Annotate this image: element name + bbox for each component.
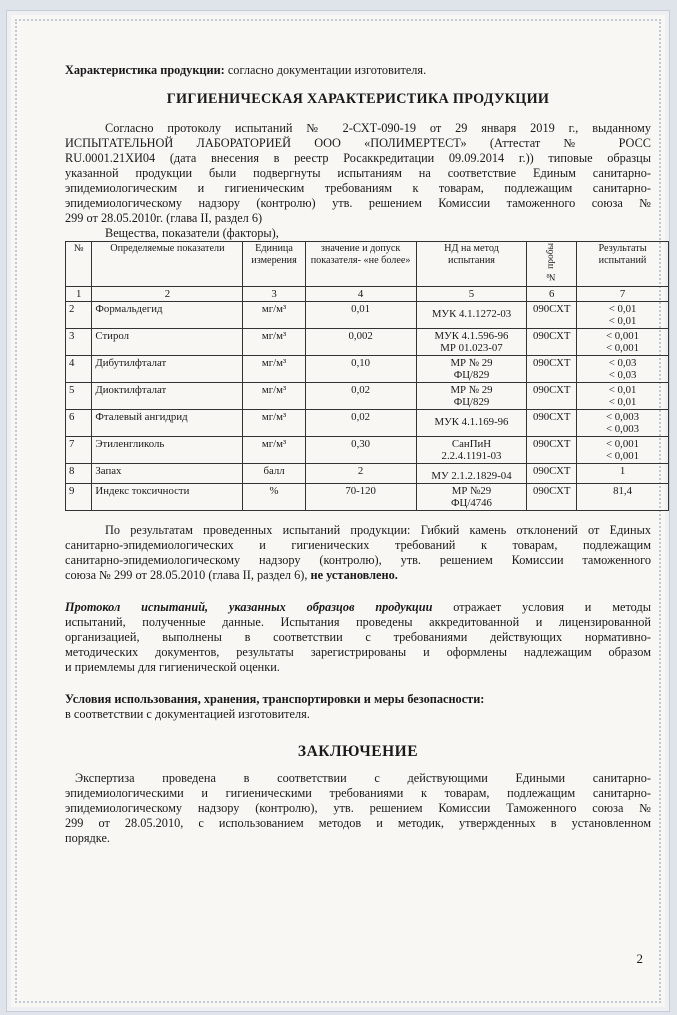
conclusion-title: ЗАКЛЮЧЕНИЕ bbox=[297, 742, 419, 760]
row-number: 2 bbox=[66, 301, 92, 328]
row-method: МУ 2.1.2.1829-04 bbox=[416, 463, 527, 483]
table-header-row bbox=[66, 242, 669, 287]
row-sample: 090СХТ bbox=[527, 483, 577, 510]
row-limit: 70-120 bbox=[305, 483, 416, 510]
row-method: МУК 4.1.169-96 bbox=[416, 409, 527, 436]
table-row bbox=[66, 483, 669, 510]
table-caption: Вещества, показатели (факторы), bbox=[105, 226, 279, 240]
protocol-line: испытаний, полученные данные. Испытания проведены аккредитованной и лицензированной bbox=[65, 614, 651, 629]
row-unit: мг/м³ bbox=[243, 328, 305, 355]
result-conclusion: не установлено. bbox=[310, 567, 398, 582]
header-indicator: Определяемые показатели bbox=[92, 242, 243, 287]
result-last-plain: союза № 299 от 28.05.2010 (глава II, раздел 6), bbox=[65, 567, 311, 582]
row-number: 9 bbox=[66, 483, 92, 510]
row-method: МУК 4.1.1272-03 bbox=[416, 301, 527, 328]
col-number: 2 bbox=[92, 286, 243, 301]
protocol-bold: Протокол испытаний, указанных образцов продукции bbox=[65, 599, 433, 614]
protocol-line: организацией, выполнены в соответствии с требованиями действующих нормативно- bbox=[65, 629, 651, 644]
conclusion-line-last: порядке. bbox=[65, 830, 110, 845]
row-result: < 0,01 < 0,01 bbox=[577, 301, 669, 328]
row-unit: мг/м³ bbox=[243, 409, 305, 436]
row-limit: 0,10 bbox=[305, 355, 416, 382]
row-limit: 0,30 bbox=[305, 436, 416, 463]
row-method: МР №29 ФЦ/4746 bbox=[416, 483, 527, 510]
row-indicator: Формальдегид bbox=[92, 301, 243, 328]
row-unit: % bbox=[243, 483, 305, 510]
page-number: 2 bbox=[636, 951, 643, 966]
row-method: МР № 29 ФЦ/829 bbox=[416, 355, 527, 382]
row-number: 3 bbox=[66, 328, 92, 355]
row-result: < 0,003 < 0,003 bbox=[577, 409, 669, 436]
row-sample: 090СХТ bbox=[527, 463, 577, 483]
row-number: 6 bbox=[66, 409, 92, 436]
row-result: < 0,03 < 0,03 bbox=[577, 355, 669, 382]
row-result: < 0,01 < 0,01 bbox=[577, 382, 669, 409]
row-result: < 0,001 < 0,001 bbox=[577, 436, 669, 463]
header-result: Результаты испытаний bbox=[577, 242, 669, 287]
column-number-row bbox=[66, 286, 669, 301]
result-line: По результатам проведенных испытаний продукции: Гибкий камень отклонений от Единых bbox=[105, 522, 651, 537]
col-number: 4 bbox=[305, 286, 416, 301]
row-sample: 090СХТ bbox=[527, 355, 577, 382]
row-limit: 0,002 bbox=[305, 328, 416, 355]
row-result: < 0,001 < 0,001 bbox=[577, 328, 669, 355]
table-row bbox=[66, 436, 669, 463]
row-indicator: Этиленгликоль bbox=[92, 436, 243, 463]
row-limit: 0,02 bbox=[305, 409, 416, 436]
col-number: 3 bbox=[243, 286, 305, 301]
result-line: санитарно-эпидемиологическому надзору (контролю), утв. решением Комиссии таможенного bbox=[65, 552, 651, 567]
conclusion-line: Экспертиза проведена в соответствии с действующими Едиными санитарно- bbox=[75, 770, 651, 785]
table-row bbox=[66, 409, 669, 436]
row-indicator: Диоктилфталат bbox=[92, 382, 243, 409]
row-sample: 090СХТ bbox=[527, 382, 577, 409]
col-number: 1 bbox=[66, 286, 92, 301]
product-characteristic-value: согласно документации изготовителя. bbox=[224, 63, 427, 77]
conclusion-line: эпидемиологическому надзору (контролю), утв. решением Комиссии Таможенного союза № bbox=[65, 800, 651, 815]
document-page bbox=[6, 10, 670, 1012]
row-method: МР № 29 ФЦ/829 bbox=[416, 382, 527, 409]
intro-line: указанной продукции были подвергнуты испытаниям на соответствие Единым санитарно- bbox=[65, 166, 651, 180]
intro-line: ИСПЫТАТЕЛЬНОЙ ЛАБОРАТОРИЕЙ ООО «ПОЛИМЕРТЕСТ» (Аттестат № РОСС bbox=[65, 136, 651, 150]
intro-line: эпидемиологическому надзору (контролю) утв. решением Комиссии таможенного союза № bbox=[65, 196, 651, 210]
row-limit: 0,01 bbox=[305, 301, 416, 328]
intro-paragraph bbox=[65, 121, 651, 241]
result-line-last bbox=[65, 568, 651, 583]
row-result: 81,4 bbox=[577, 483, 669, 510]
col-number: 7 bbox=[577, 286, 669, 301]
protocol-first-line bbox=[65, 600, 651, 615]
table-row bbox=[66, 463, 669, 483]
row-unit: мг/м³ bbox=[243, 355, 305, 382]
protocol-paragraph bbox=[65, 600, 651, 675]
row-sample: 090СХТ bbox=[527, 301, 577, 328]
row-indicator: Запах bbox=[92, 463, 243, 483]
results-table bbox=[65, 241, 669, 511]
row-method: СанПиН 2.2.4.1191-03 bbox=[416, 436, 527, 463]
row-number: 8 bbox=[66, 463, 92, 483]
result-paragraph bbox=[65, 523, 651, 583]
conditions-section bbox=[65, 692, 651, 722]
table-row bbox=[66, 382, 669, 409]
product-characteristic-label: Характеристика продукции: bbox=[65, 63, 225, 77]
row-sample: 090СХТ bbox=[527, 328, 577, 355]
row-unit: мг/м³ bbox=[243, 301, 305, 328]
conclusion-paragraph bbox=[65, 771, 651, 846]
row-limit: 0,02 bbox=[305, 382, 416, 409]
row-number: 5 bbox=[66, 382, 92, 409]
intro-line: эпидемиологическим и гигиеническим требованиям к товарам, подлежащим санитарно- bbox=[65, 181, 651, 195]
header-sample bbox=[527, 242, 577, 287]
header-unit: Единица измерения bbox=[243, 242, 305, 287]
conclusion-line: эпидемиологическими и гигиеническими требованиями к товарам, подлежащим санитарно- bbox=[65, 785, 651, 800]
row-limit: 2 bbox=[305, 463, 416, 483]
row-indicator: Фталевый ангидрид bbox=[92, 409, 243, 436]
row-indicator: Индекс токсичности bbox=[92, 483, 243, 510]
row-unit: балл bbox=[243, 463, 305, 483]
row-number: 4 bbox=[66, 355, 92, 382]
result-line: санитарно-эпидемиологических и гигиенических требований к товарам, подлежащим bbox=[65, 537, 651, 552]
intro-line: RU.0001.21ХИ04 (дата внесения в реестр Росаккредитации 09.09.2014 г.)) типовые образцы bbox=[65, 151, 651, 165]
row-indicator: Дибутилфталат bbox=[92, 355, 243, 382]
protocol-line-last: и приемлемы для гигиенической оценки. bbox=[65, 659, 280, 674]
hygienic-title: ГИГИЕНИЧЕСКАЯ ХАРАКТЕРИСТИКА ПРОДУКЦИИ bbox=[166, 91, 550, 107]
row-indicator: Стирол bbox=[92, 328, 243, 355]
header-method: НД на метод испытания bbox=[416, 242, 527, 287]
row-sample: 090СХТ bbox=[527, 409, 577, 436]
conditions-title: Условия использования, хранения, транспортировки и меры безопасности: bbox=[65, 691, 485, 706]
conclusion-line: 299 от 28.05.2010, с использованием методов и методик, утвержденных в установленном bbox=[65, 815, 651, 830]
row-number: 7 bbox=[66, 436, 92, 463]
col-number: 6 bbox=[527, 286, 577, 301]
row-sample: 090СХТ bbox=[527, 436, 577, 463]
document-content bbox=[65, 63, 651, 846]
row-method: МУК 4.1.596-96 МР 01.023-07 bbox=[416, 328, 527, 355]
header-sample-text: № пробы bbox=[546, 243, 556, 282]
table-row bbox=[66, 328, 669, 355]
table-row bbox=[66, 355, 669, 382]
col-number: 5 bbox=[416, 286, 527, 301]
row-unit: мг/м³ bbox=[243, 436, 305, 463]
protocol-line: методических документов, результаты зарегистрированы и оформлены надлежащим образом bbox=[65, 644, 651, 659]
intro-line: Согласно протоколу испытаний № 2-СХТ-090-19 от 29 января 2019 г., выданному bbox=[105, 121, 651, 135]
header-number: № bbox=[66, 242, 92, 287]
row-result: 1 bbox=[577, 463, 669, 483]
protocol-first-rest: отражает условия и методы bbox=[432, 599, 651, 614]
table-row bbox=[66, 301, 669, 328]
product-characteristic bbox=[65, 63, 651, 78]
conditions-value: в соответствии с документацией изготовителя. bbox=[65, 706, 310, 721]
row-unit: мг/м³ bbox=[243, 382, 305, 409]
header-limit: значение и допуск показателя- «не более» bbox=[305, 242, 416, 287]
intro-line: 299 от 28.05.2010г. (глава II, раздел 6) bbox=[65, 211, 263, 225]
